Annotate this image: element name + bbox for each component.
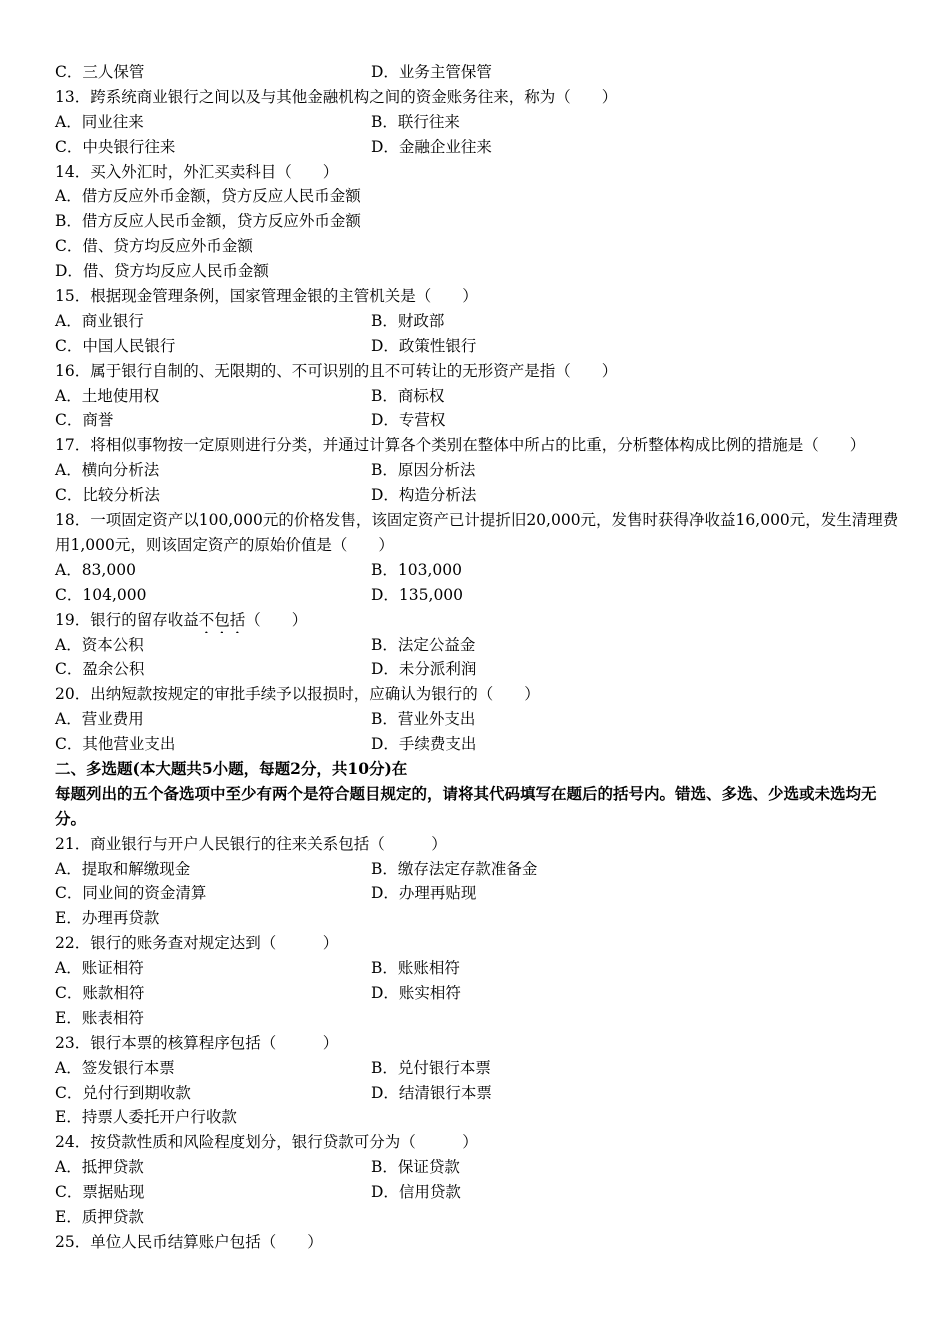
option: D．未分派利润 <box>371 660 477 679</box>
option: C．中国人民银行 <box>55 336 176 355</box>
answer-bracket: （ ） <box>245 610 308 629</box>
option: D．办理再贴现 <box>371 884 477 903</box>
option-row <box>55 707 900 732</box>
question-stem: 15．根据现金管理条例，国家管理金银的主管机关是（ ） <box>55 287 478 306</box>
option: E．办理再贷款 <box>55 909 160 928</box>
option: B．商标权 <box>371 386 445 405</box>
section-title: 二、多选题(本大题共5小题，每题2分，共10分)在 <box>55 758 408 778</box>
option-row <box>55 110 900 135</box>
option-row <box>55 881 900 906</box>
option: A．资本公积 <box>55 635 144 654</box>
option-row <box>55 334 900 359</box>
option: A．账证相符 <box>55 959 144 978</box>
option: D．信用贷款 <box>371 1183 461 1202</box>
question-stem: 20．出纳短款按规定的审批手续予以报损时，应确认为银行的（ ） <box>55 685 540 704</box>
option: B．保证贷款 <box>371 1158 460 1177</box>
option-row <box>55 1155 900 1180</box>
section-instructions: 每题列出的五个备选项中至少有两个是符合题目规定的，请将其代码填写在题后的括号内。错选、多选、少选或未选均无分。 <box>55 783 877 828</box>
option: A．签发银行本票 <box>55 1058 175 1077</box>
option: C．票据贴现 <box>55 1183 145 1202</box>
option: A．同业往来 <box>55 112 144 131</box>
option-row <box>55 309 900 334</box>
option: A．横向分析法 <box>55 461 160 480</box>
option: D．政策性银行 <box>371 336 477 355</box>
option-row <box>55 60 900 85</box>
question-stem <box>55 608 900 633</box>
option: D．手续费支出 <box>371 735 477 754</box>
option-row <box>55 384 900 409</box>
option-row <box>55 135 900 160</box>
option: B．原因分析法 <box>371 461 476 480</box>
option-row <box>55 408 900 433</box>
option: C．盈余公积 <box>55 660 145 679</box>
option-row <box>55 956 900 981</box>
option-row <box>55 558 900 583</box>
option: E．质押贷款 <box>55 1208 144 1227</box>
option-row <box>55 1180 900 1205</box>
option: D．借、贷方均反应人民币金额 <box>55 262 269 281</box>
option: B．联行往来 <box>371 112 460 131</box>
option: C．比较分析法 <box>55 486 160 505</box>
option: A．营业费用 <box>55 710 144 729</box>
option-row <box>55 981 900 1006</box>
question-stem: 23．银行本票的核算程序包括（ ） <box>55 1033 339 1052</box>
option: C．商誉 <box>55 411 114 430</box>
option: B．缴存法定存款准备金 <box>371 859 538 878</box>
option: C．账款相符 <box>55 984 145 1003</box>
option: B．营业外支出 <box>371 710 476 729</box>
option: B．借方反应人民币金额，贷方反应外币金额 <box>55 212 361 231</box>
question-stem: 18．一项固定资产以100,000元的价格发售，该固定资产已计提折旧20,000元，发售时获得净收益16,000元，发生清理费用1,000元，则该固定资产的原始价值是（ ） <box>55 511 899 554</box>
question-stem: 21．商业银行与开户人民银行的往来关系包括（ ） <box>55 834 447 853</box>
option: D．构造分析法 <box>371 486 477 505</box>
exam-page <box>55 60 900 1255</box>
option: B．103,000 <box>371 560 462 579</box>
option: C．三人保管 <box>55 63 145 81</box>
question-stem: 14．买入外汇时，外汇买卖科目（ ） <box>55 162 339 181</box>
option: D．金融企业往来 <box>371 137 492 156</box>
emphasized-text: 不包括 <box>198 610 246 629</box>
option: C．中央银行往来 <box>55 137 176 156</box>
option: C．其他营业支出 <box>55 735 176 754</box>
option: C．104,000 <box>55 585 147 604</box>
option: E．持票人委托开户行收款 <box>55 1108 237 1127</box>
option: D．账实相符 <box>371 984 461 1003</box>
question-stem: 13．跨系统商业银行之间以及与其他金融机构之间的资金账务往来，称为（ ） <box>55 87 618 106</box>
question-stem: 22．银行的账务查对规定达到（ ） <box>55 934 339 953</box>
stem-prefix: 19．银行的留存收益 <box>55 610 199 629</box>
option: B．账账相符 <box>371 959 460 978</box>
option: C．借、贷方均反应外币金额 <box>55 237 253 256</box>
option: A．土地使用权 <box>55 386 160 405</box>
option-row <box>55 657 900 682</box>
option: A．83,000 <box>55 560 136 579</box>
option: A．商业银行 <box>55 311 144 330</box>
option: A．抵押贷款 <box>55 1158 144 1177</box>
option-row <box>55 458 900 483</box>
option: B．财政部 <box>371 311 445 330</box>
option: B．法定公益金 <box>371 635 476 654</box>
option: D．专营权 <box>371 411 446 430</box>
option-row <box>55 583 900 608</box>
option: D．业务主管保管 <box>371 63 492 81</box>
option: D．结清银行本票 <box>371 1083 492 1102</box>
option: D．135,000 <box>371 585 464 604</box>
option: E．账表相符 <box>55 1008 144 1027</box>
question-stem: 25．单位人民币结算账户包括（ ） <box>55 1232 323 1251</box>
option: A．借方反应外币金额，贷方反应人民币金额 <box>55 187 361 206</box>
option-row <box>55 633 900 658</box>
question-stem: 17．将相似事物按一定原则进行分类，并通过计算各个类别在整体中所占的比重，分析整体构成比例的措施是（ ） <box>55 436 866 455</box>
option-row <box>55 1056 900 1081</box>
option: C．兑付行到期收款 <box>55 1083 191 1102</box>
question-stem: 24．按贷款性质和风险程度划分，银行贷款可分为（ ） <box>55 1133 478 1152</box>
option-row <box>55 857 900 882</box>
option-row <box>55 1081 900 1106</box>
option: A．提取和解缴现金 <box>55 859 191 878</box>
option-row <box>55 732 900 757</box>
option-row <box>55 483 900 508</box>
question-stem: 16．属于银行自制的、无限期的、不可识别的且不可转让的无形资产是指（ ） <box>55 361 618 380</box>
option: C．同业间的资金清算 <box>55 884 207 903</box>
option: B．兑付银行本票 <box>371 1058 491 1077</box>
